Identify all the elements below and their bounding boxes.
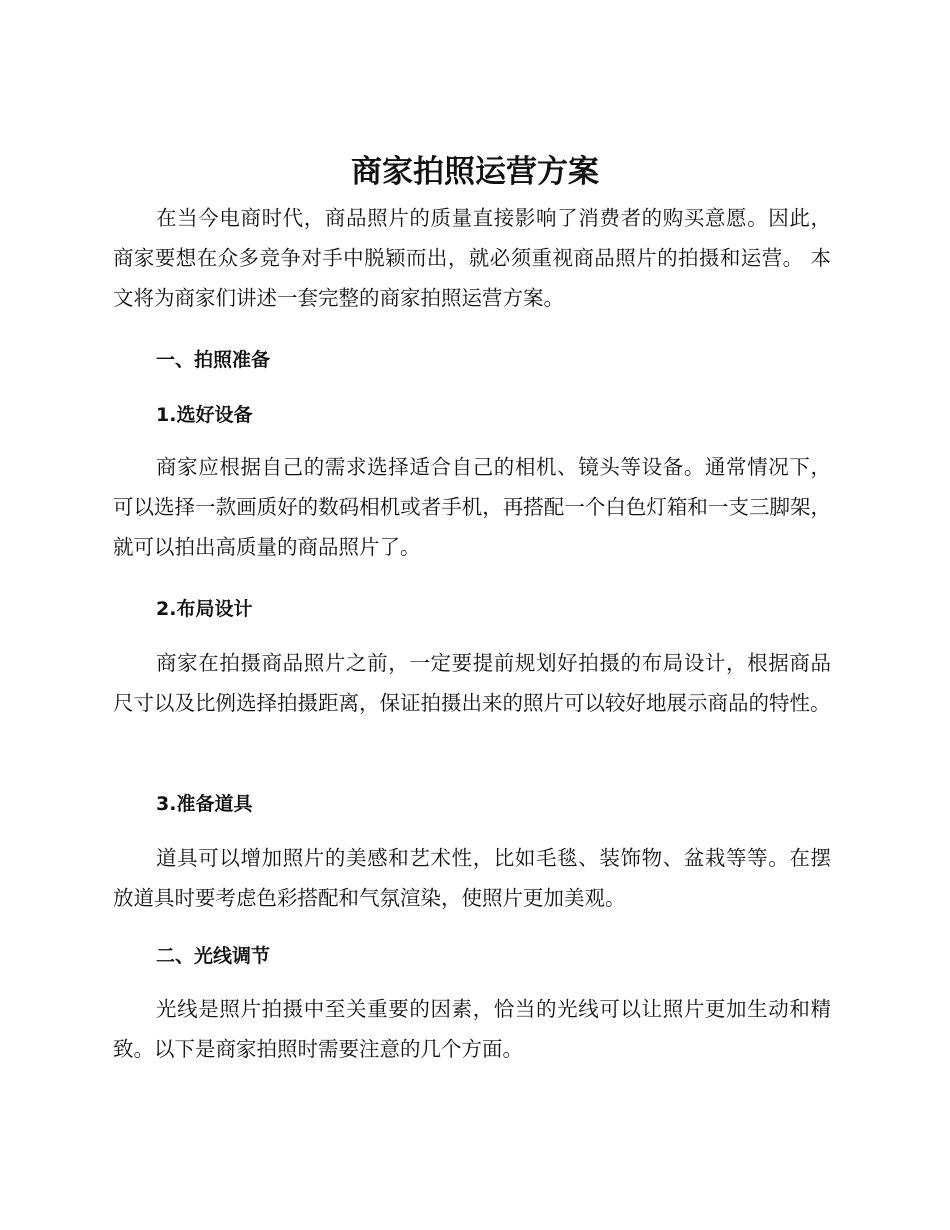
layout-paragraph: 商家在拍摄商品照片之前，一定要提前规划好拍摄的布局设计，根据商品尺寸以及比例选择拍摄距离，保证拍摄出来的照片可以较好地展示商品的特性。 xyxy=(113,651,831,715)
lighting-paragraph: 光线是照片拍摄中至关重要的因素，恰当的光线可以让照片更加生动和精致。以下是商家拍照时需要注意的几个方面。 xyxy=(113,997,831,1061)
document-title: 商家拍照运营方案 xyxy=(351,154,599,190)
subsection-heading-equipment: 1.选好设备 xyxy=(156,404,253,426)
subsection-heading-props: 3.准备道具 xyxy=(156,793,253,815)
equipment-paragraph: 商家应根据自己的需求选择适合自己的相机、镜头等设备。通常情况下，可以选择一款画质好的数码相机或者手机，再搭配一个白色灯箱和一支三脚架，就可以拍出高质量的商品照片了。 xyxy=(113,455,831,559)
section-heading-lighting: 二、光线调节 xyxy=(156,945,271,967)
section-heading-preparation: 一、拍照准备 xyxy=(156,349,271,371)
intro-paragraph: 在当今电商时代，商品照片的质量直接影响了消费者的购买意愿。因此，商家要想在众多竞争对手中脱颖而出，就必须重视商品照片的拍摄和运营。 本文将为商家们讲述一套完整的商家拍照运营方案。 xyxy=(113,206,831,310)
props-paragraph: 道具可以增加照片的美感和艺术性，比如毛毯、装饰物、盆栽等等。在摆放道具时要考虑色彩搭配和气氛渲染，使照片更加美观。 xyxy=(113,846,831,910)
subsection-heading-layout: 2.布局设计 xyxy=(156,598,253,620)
